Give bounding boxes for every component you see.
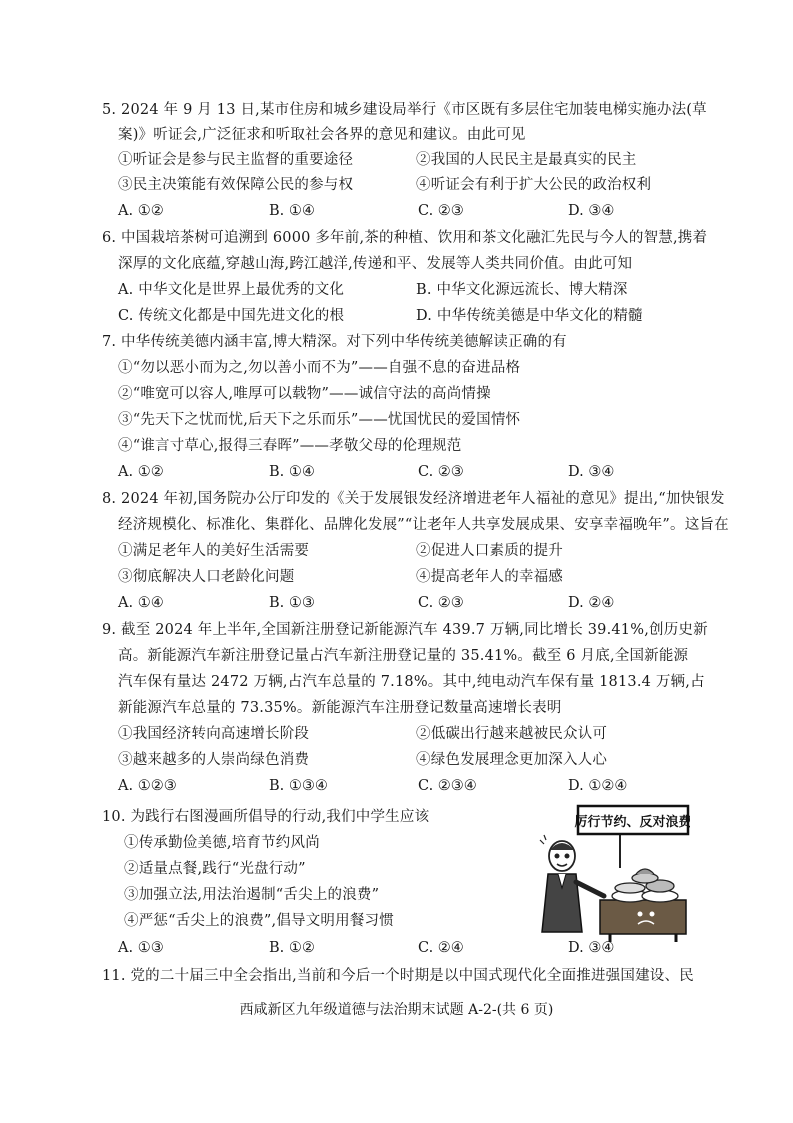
q6-choice-d: D. 中华传统美德是中华文化的精髓 xyxy=(416,308,643,324)
q6-stem-line-2: 深厚的文化底蕴,穿越山海,跨江越洋,传递和平、发展等人类共同价值。由此可知 xyxy=(118,256,633,272)
q9-choice-b: B. ①③④ xyxy=(269,778,328,794)
q5-stem-line-2: 案)》听证会,广泛征求和听取社会各界的意见和建议。由此可见 xyxy=(118,127,526,143)
q5-item-1: ①听证会是参与民主监督的重要途径 xyxy=(118,152,354,168)
q5-choice-c: C. ②③ xyxy=(418,203,464,219)
q5-item-2: ②我国的人民民主是最真实的民主 xyxy=(416,152,637,168)
q8-stem-line-2: 经济规模化、标准化、集群化、品牌化发展”“让老年人共享发展成果、安享幸福晚年”。这旨在 xyxy=(118,517,729,533)
q5-stem-line-1: 5. 2024 年 9 月 13 日,某市住房和城乡建设局举行《市区既有多层住宅加装电梯实施办法(草 xyxy=(102,102,707,118)
q9-item-2: ②低碳出行越来越被民众认可 xyxy=(416,726,608,742)
q6-choice-a: A. 中华文化是世界上最优秀的文化 xyxy=(118,282,345,298)
q9-stem-line-3: 汽车保有量达 2472 万辆,占汽车总量的 7.18%。其中,纯电动汽车保有量 1813.4 万辆,占 xyxy=(118,674,705,690)
q9-item-4: ④绿色发展理念更加深入人心 xyxy=(416,752,608,768)
q5-choice-b: B. ①④ xyxy=(269,203,315,219)
q5-choice-a: A. ①② xyxy=(118,203,164,219)
q9-choice-d: D. ①②④ xyxy=(568,778,628,794)
q8-choice-b: B. ①③ xyxy=(269,595,315,611)
q10-item-4: ④严惩“舌尖上的浪费”,倡导文明用餐习惯 xyxy=(124,913,394,929)
q10-choice-d: D. ③④ xyxy=(568,940,615,956)
q6-stem-line-1: 6. 中国栽培茶树可追溯到 6000 多年前,茶的种植、饮用和茶文化融汇先民与今人的智慧,携着 xyxy=(102,230,708,246)
q7-item-3: ③“先天下之忧而忧,后天下之乐而乐”——忧国忧民的爱国情怀 xyxy=(118,412,521,428)
q7-item-2: ②“唯宽可以容人,唯厚可以载物”——诚信守法的高尚情操 xyxy=(118,386,491,402)
q8-choice-d: D. ②④ xyxy=(568,595,615,611)
q6-choice-c: C. 传统文化都是中国先进文化的根 xyxy=(118,308,345,324)
q10-choice-c: C. ②④ xyxy=(418,940,464,956)
q7-choice-a: A. ①② xyxy=(118,464,164,480)
q10-item-2: ②适量点餐,践行“光盘行动” xyxy=(124,861,306,877)
q7-choice-d: D. ③④ xyxy=(568,464,615,480)
q7-choice-b: B. ①④ xyxy=(269,464,315,480)
q7-item-4: ④“谁言寸草心,报得三春晖”——孝敬父母的伦理规范 xyxy=(118,438,462,454)
q8-choice-c: C. ②③ xyxy=(418,595,464,611)
q8-stem-line-1: 8. 2024 年初,国务院办公厅印发的《关于发展银发经济增进老年人福祉的意见》提出,“加快银发 xyxy=(102,491,725,507)
q7-choice-c: C. ②③ xyxy=(418,464,464,480)
q6-choice-b: B. 中华文化源远流长、博大精深 xyxy=(416,282,628,298)
q8-item-3: ③彻底解决人口老龄化问题 xyxy=(118,569,295,585)
q9-stem-line-1: 9. 截至 2024 年上半年,全国新注册登记新能源汽车 439.7 万辆,同比增长 39.41%,创历史新 xyxy=(102,622,708,638)
q10-stem: 10. 为践行右图漫画所倡导的行动,我们中学生应该 xyxy=(102,809,430,825)
q10-choice-b: B. ①② xyxy=(269,940,315,956)
cartoon-illustration xyxy=(538,804,690,944)
q5-item-3: ③民主决策能有效保障公民的参与权 xyxy=(118,177,354,193)
q8-choice-a: A. ①④ xyxy=(118,595,164,611)
cartoon-drawing xyxy=(538,804,690,944)
q9-choice-a: A. ①②③ xyxy=(118,778,177,794)
q5-choice-d: D. ③④ xyxy=(568,203,615,219)
page-footer: 西咸新区九年级道德与法治期末试题 A-2-(共 6 页) xyxy=(239,1002,554,1018)
q7-stem: 7. 中华传统美德内涵丰富,博大精深。对下列中华传统美德解读正确的有 xyxy=(102,334,567,350)
q9-stem-line-4: 新能源汽车总量的 73.35%。新能源汽车注册登记数量高速增长表明 xyxy=(118,700,562,716)
q9-item-3: ③越来越多的人崇尚绿色消费 xyxy=(118,752,310,768)
q5-item-4: ④听证会有利于扩大公民的政治权利 xyxy=(416,177,652,193)
q10-item-1: ①传承勤俭美德,培育节约风尚 xyxy=(124,835,320,851)
q8-item-4: ④提高老年人的幸福感 xyxy=(416,569,563,585)
q8-item-1: ①满足老年人的美好生活需要 xyxy=(118,543,310,559)
q10-choice-a: A. ①③ xyxy=(118,940,164,956)
q9-item-1: ①我国经济转向高速增长阶段 xyxy=(118,726,310,742)
q7-item-1: ①“勿以恶小而为之,勿以善小而不为”——自强不息的奋进品格 xyxy=(118,360,521,376)
q9-stem-line-2: 高。新能源汽车新注册登记量占汽车新注册登记量的 35.41%。截至 6 月底,全国新能源 xyxy=(118,648,689,664)
cartoon-sign-text: 厉行节约、反对浪费 xyxy=(574,815,690,830)
q8-item-2: ②促进人口素质的提升 xyxy=(416,543,563,559)
q9-choice-c: C. ②③④ xyxy=(418,778,477,794)
q11-stem: 11. 党的二十届三中全会指出,当前和今后一个时期是以中国式现代化全面推进强国建设、民 xyxy=(102,968,694,984)
q10-item-3: ③加强立法,用法治遏制“舌尖上的浪费” xyxy=(124,887,380,903)
